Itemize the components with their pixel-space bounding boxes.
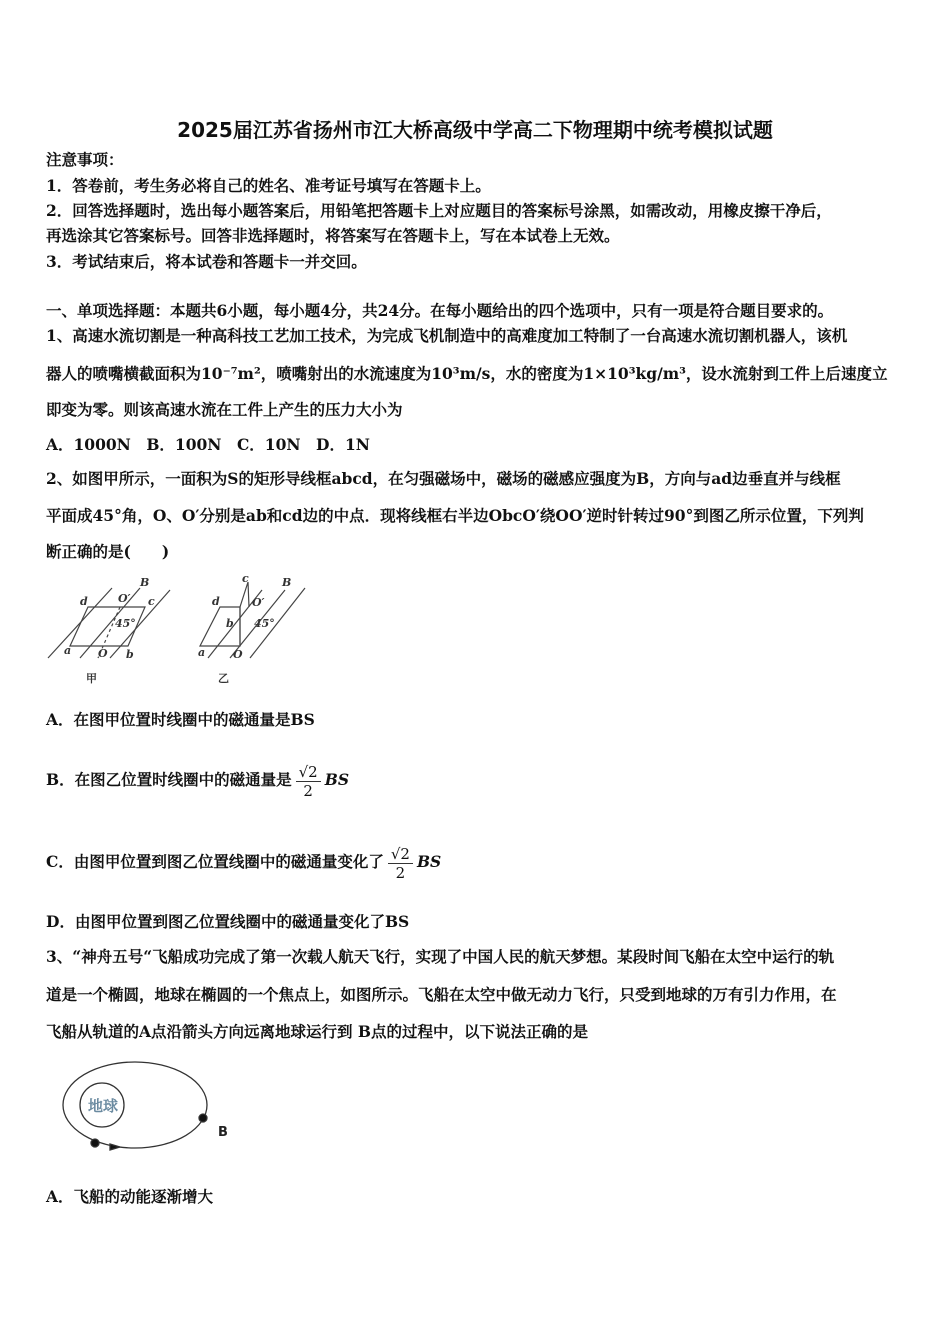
q3-line: 3、“神舟五号“飞船成功完成了第一次载人航天飞行，实现了中国人民的航天梦想。某段时间飞船在太空中运行的轨 bbox=[46, 947, 835, 966]
q2-option-b bbox=[46, 750, 349, 810]
q2-option-a: A．在图甲位置时线圈中的磁通量是BS bbox=[46, 710, 315, 729]
notes-heading: 注意事项： bbox=[46, 150, 124, 169]
q1-options: A．1000N B．100N C．10N D．1N bbox=[46, 435, 370, 454]
q2-line: 平面成45°角，O、O′分别是ab和cd边的中点．现将线框右半边ObcO′绕OO′逆时针转过90°到图乙所示位置，下列判 bbox=[46, 506, 864, 525]
q3-option-a: A．飞船的动能逐渐增大 bbox=[46, 1187, 214, 1206]
option-text: B．在图乙位置时线圈中的磁通量是 bbox=[46, 770, 292, 789]
svg-text:O′: O′ bbox=[118, 592, 131, 605]
q3-line: 道是一个椭圆，地球在椭圆的一个焦点上，如图所示。飞船在太空中做无动力飞行，只受到地球的万有引力作用，在 bbox=[46, 985, 837, 1004]
q2-option-c bbox=[46, 832, 441, 892]
q2-line: 2、如图甲所示，一面积为S的矩形导线框abcd，在匀强磁场中，磁场的磁感应强度为B，方向与ad边垂直并与线框 bbox=[46, 469, 841, 488]
svg-text:O: O bbox=[98, 647, 108, 660]
q1-line: 1、高速水流切割是一种高科技工艺加工技术，为完成飞机制造中的高难度加工特制了一台高速水流切割机器人，该机 bbox=[46, 326, 848, 345]
svg-text:B: B bbox=[282, 576, 292, 589]
fraction bbox=[296, 763, 321, 800]
svg-text:45°: 45° bbox=[115, 617, 136, 630]
q2-line: 断正确的是( ) bbox=[46, 542, 170, 561]
fraction bbox=[388, 845, 413, 882]
svg-text:O′: O′ bbox=[252, 596, 265, 609]
numerator: √2 bbox=[296, 763, 321, 782]
svg-text:d: d bbox=[212, 595, 220, 608]
option-text: C．由图甲位置到图乙位置线圈中的磁通量变化了 bbox=[46, 852, 384, 871]
svg-text:b: b bbox=[126, 648, 134, 661]
section-heading: 一、单项选择题：本题共6小题，每小题4分，共24分。在每小题给出的四个选项中，只有一项是符合题目要求的。 bbox=[46, 301, 834, 320]
note-item: 2．回答选择题时，选出每小题答案后，用铅笔把答题卡上对应题目的答案标号涂黑，如需改动，用橡皮擦干净后， bbox=[46, 201, 832, 220]
note-item: 3．考试结束后，将本试卷和答题卡一并交回。 bbox=[46, 252, 367, 271]
bs: BS bbox=[324, 770, 350, 789]
denominator: 2 bbox=[303, 781, 313, 800]
svg-text:d: d bbox=[80, 595, 88, 608]
svg-text:b: b bbox=[226, 617, 234, 630]
denominator: 2 bbox=[395, 863, 406, 882]
q1-line: 器人的喷嘴横截面积为10⁻⁷m²，喷嘴射出的水流速度为10³m/s，水的密度为1×10³kg/m³，设水流射到工件上后速度立 bbox=[46, 364, 888, 383]
note-item: 1．答卷前，考生务必将自己的姓名、准考证号填写在答题卡上。 bbox=[46, 176, 491, 195]
q3-line: 飞船从轨道的A点沿箭头方向远离地球运行到 B点的过程中，以下说法正确的是 bbox=[46, 1022, 589, 1041]
q1-line: 即变为零。则该高速水流在工件上产生的压力大小为 bbox=[46, 400, 403, 419]
orbit-figure bbox=[40, 1050, 240, 1160]
svg-text:O: O bbox=[233, 648, 243, 661]
point-b-label: B bbox=[218, 1125, 228, 1140]
svg-text:B: B bbox=[140, 576, 150, 589]
q2-figure bbox=[40, 570, 320, 690]
bs: BS bbox=[416, 852, 442, 871]
q2-option-d: D．由图甲位置到图乙位置线圈中的磁通量变化了BS bbox=[46, 912, 410, 931]
note-item: 再选涂其它答案标号。回答非选择题时，将答案写在答题卡上，写在本试卷上无效。 bbox=[46, 226, 620, 245]
svg-text:45°: 45° bbox=[254, 617, 275, 630]
figure-label-right: 乙 bbox=[218, 672, 229, 685]
earth-label: 地球 bbox=[88, 1097, 119, 1115]
figure-label-left: 甲 bbox=[86, 672, 97, 685]
svg-text:c: c bbox=[242, 572, 249, 585]
numerator: √2 bbox=[388, 845, 413, 864]
svg-text:a: a bbox=[198, 646, 206, 659]
svg-text:c: c bbox=[148, 595, 155, 608]
svg-text:a: a bbox=[64, 644, 72, 657]
page-title: 2025届江苏省扬州市江大桥高级中学高二下物理期中统考模拟试题 bbox=[177, 118, 773, 142]
